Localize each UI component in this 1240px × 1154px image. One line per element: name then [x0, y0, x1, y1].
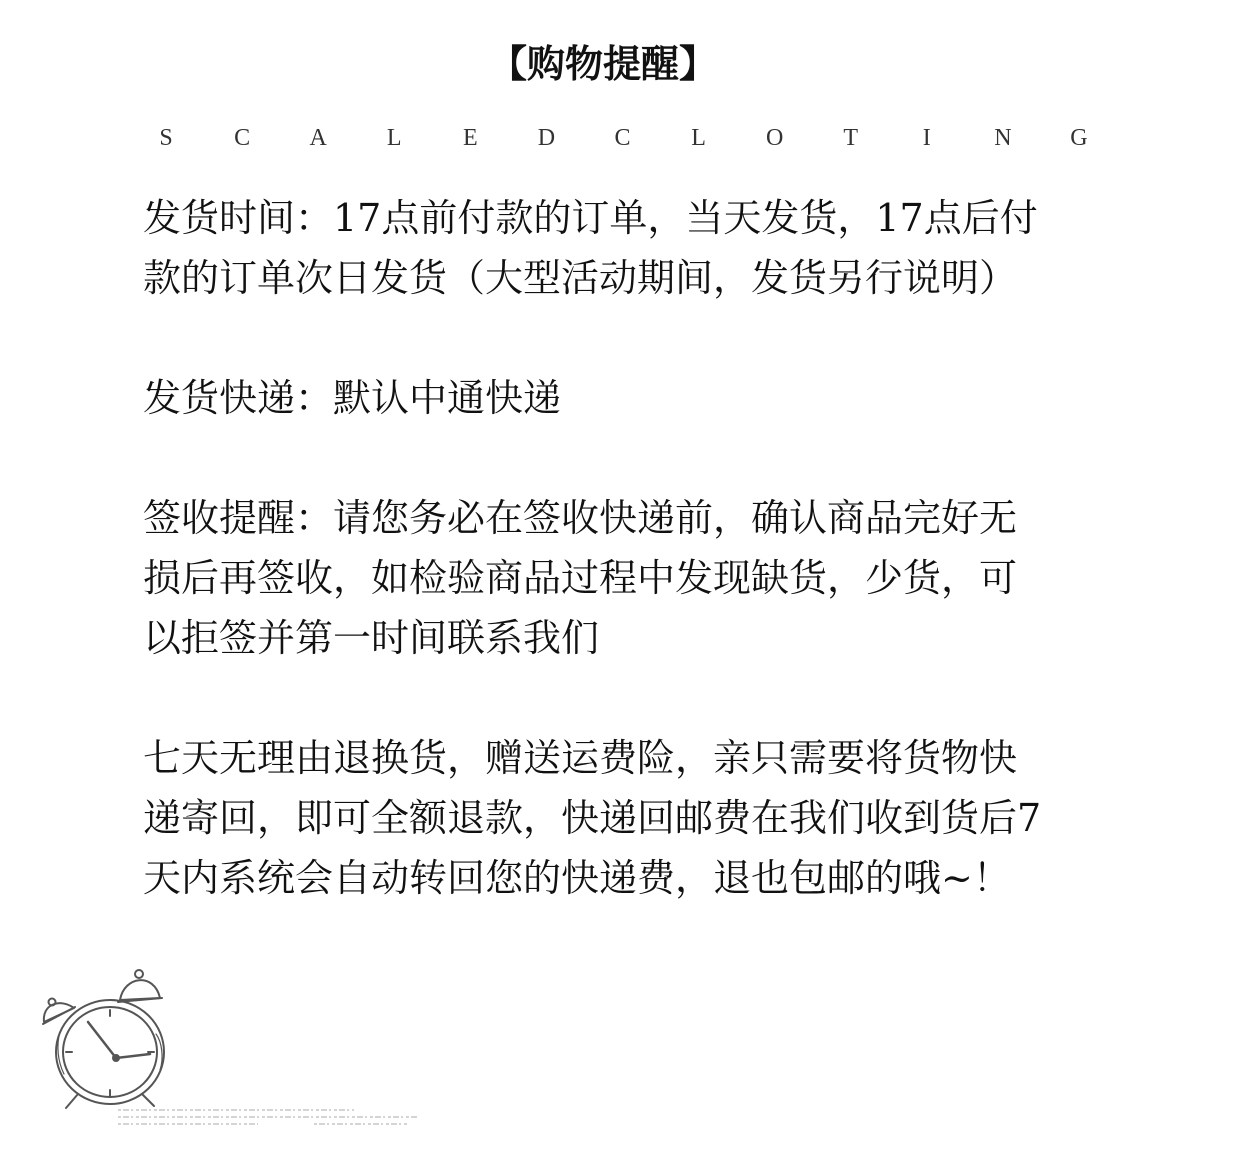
- brand-letter: C: [614, 125, 631, 151]
- paragraph-line: 递寄回，即可全额退款，快递回邮费在我们收到货后7: [143, 796, 1042, 840]
- fine-print-texture: [118, 1104, 438, 1132]
- paragraph-line: 发货时间：17点前付款的订单，当天发货，17点后付: [143, 196, 1038, 240]
- paragraph-line: 损后再签收，如检验商品过程中发现缺货，少货，可: [143, 556, 1018, 600]
- notice-body: [143, 188, 1093, 968]
- return-policy-paragraph: [143, 728, 1093, 908]
- paragraph-line: 签收提醒：请您务必在签收快递前，确认商品完好无: [143, 496, 1018, 540]
- brand-letter: E: [462, 125, 478, 151]
- brand-letter: I: [922, 125, 931, 151]
- paragraph-line: 七天无理由退换货，赠送运费险，亲只需要将货物快: [143, 736, 1018, 780]
- paragraph-line: 以拒签并第一时间联系我们: [143, 616, 600, 660]
- brand-letter: G: [1070, 125, 1088, 151]
- brand-wordmark: [155, 122, 1090, 154]
- brand-letter: C: [234, 125, 251, 151]
- page-title: 【购物提醒】: [488, 42, 717, 86]
- courier-paragraph: [143, 368, 1093, 428]
- paragraph-line: 天内系统会自动转回您的快递费，退也包邮的哦~！: [143, 856, 1011, 900]
- brand-letter: A: [309, 125, 327, 151]
- brand-letter: N: [994, 125, 1012, 151]
- brand-letter: D: [537, 125, 556, 151]
- brand-letter: L: [386, 125, 402, 151]
- alarm-clock-icon: [38, 962, 178, 1112]
- brand-letter: T: [843, 125, 859, 151]
- paragraph-line: 款的订单次日发货（大型活动期间，发货另行说明）: [143, 256, 1018, 300]
- receipt-reminder-paragraph: [143, 488, 1093, 668]
- brand-letter: O: [765, 125, 784, 151]
- paragraph-line: 发货快递：默认中通快递: [143, 376, 562, 420]
- shipping-time-paragraph: [143, 188, 1093, 308]
- brand-letter: S: [159, 125, 173, 151]
- brand-letter: L: [691, 125, 706, 151]
